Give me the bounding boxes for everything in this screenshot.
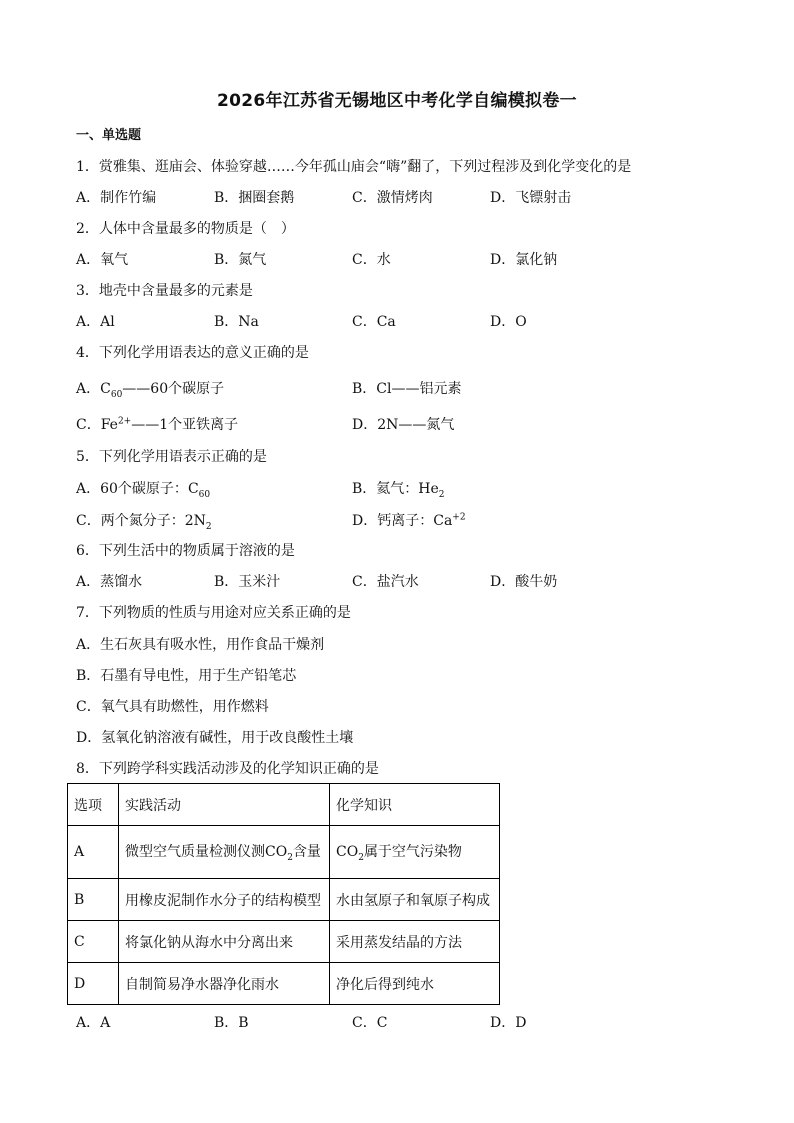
table-cell-knowledge: 净化后得到纯水 [330,963,500,1005]
table-cell-option: A [68,826,119,879]
table-cell-activity: 将氯化钠从海水中分离出来 [119,921,330,963]
table-row [68,921,500,963]
q4-option-a: A．$C_{60}——60$个碳原子 [76,381,225,400]
table-header-cell: 选项 [68,784,119,826]
table-header-cell: 实践活动 [119,784,330,826]
q2-option-c: C．水 [352,252,391,268]
q1-option-a: A．制作竹编 [76,190,157,206]
table-cell-option: C [68,921,119,963]
q8-option-c: C．C [352,1015,388,1031]
q6-option-b: B．玉米汁 [214,574,281,590]
question-3-stem: 3．地壳中含量最多的元素是 [76,283,253,299]
q6-option-d: D．酸牛奶 [490,574,558,590]
q5-option-c: C．两个氮分子：$2N_2$ [76,513,212,532]
q5-option-b: B．氦气：$He_2$ [352,481,445,500]
q3-option-b: B．Na [214,314,259,330]
q4-option-b: B．Cl——铝元素 [352,381,462,397]
table-cell-activity: 用橡皮泥制作水分子的结构模型 [119,879,330,921]
section-heading: 一、单选题 [76,128,142,143]
table-cell-option: B [68,879,119,921]
table-header-row [68,784,500,826]
table-row [68,826,500,879]
q6-option-c: C．盐汽水 [352,574,419,590]
table-cell-knowledge: 水由氢原子和氧原子构成 [330,879,500,921]
q1-option-c: C．激情烤肉 [352,190,433,206]
q7-option-a: A．生石灰具有吸水性，用作食品干燥剂 [76,637,325,653]
q6-option-a: A．蒸馏水 [76,574,143,590]
question-1-stem: 1．赏雅集、逛庙会、体验穿越……今年孤山庙会“嗨”翻了，下列过程涉及到化学变化的是 [76,159,632,175]
table-cell-option: D [68,963,119,1005]
q5-option-a: A．60个碳原子：$C_{60}$ [76,481,211,500]
q2-option-d: D．氯化钠 [490,252,558,268]
q1-option-d: D．飞镖射击 [490,190,572,206]
q8-option-b: B．B [214,1015,249,1031]
q7-option-d: D．氢氧化钠溶液有碱性，用于改良酸性土壤 [76,730,354,746]
question-2-stem: 2．人体中含量最多的物质是（ ） [76,221,295,237]
q2-option-b: B．氮气 [214,252,267,268]
q3-option-a: A．Al [76,314,115,330]
question-5-stem: 5．下列化学用语表示正确的是 [76,449,267,465]
q2-option-a: A．氧气 [76,252,129,268]
q8-option-d: D．D [490,1015,527,1031]
q7-option-c: C．氧气具有助燃性，用作燃料 [76,699,269,715]
table-row [68,879,500,921]
q4-option-d: D．2N——氮气 [352,417,455,433]
q4-option-c: C．$Fe^{2+}——1$个亚铁离子 [76,416,239,433]
question-6-stem: 6．下列生活中的物质属于溶液的是 [76,543,295,559]
q3-option-d: D．O [490,314,527,330]
table-cell-knowledge: 采用蒸发结晶的方法 [330,921,500,963]
question-4-stem: 4．下列化学用语表达的意义正确的是 [76,345,309,361]
table-row [68,963,500,1005]
table-header-cell: 化学知识 [330,784,500,826]
page-title: 2026年江苏省无锡地区中考化学自编模拟卷一 [217,91,577,111]
q5-option-d: D．钙离子：$Ca^{+2}$ [352,512,466,529]
q8-option-a: A．A [76,1015,111,1031]
question-7-stem: 7．下列物质的性质与用途对应关系正确的是 [76,605,351,621]
q7-option-b: B．石墨有导电性，用于生产铅笔芯 [76,668,297,684]
table-cell-activity: 自制简易净水器净化雨水 [119,963,330,1005]
table-cell-activity: 微型空气质量检测仪测$CO_2$含量 [119,826,330,879]
table-cell-knowledge: $CO_2$属于空气污染物 [330,826,500,879]
question-8-stem: 8．下列跨学科实践活动涉及的化学知识正确的是 [76,761,379,777]
practice-table [67,783,500,1005]
q1-option-b: B．捆圈套鹅 [214,190,295,206]
q3-option-c: C．Ca [352,314,396,330]
